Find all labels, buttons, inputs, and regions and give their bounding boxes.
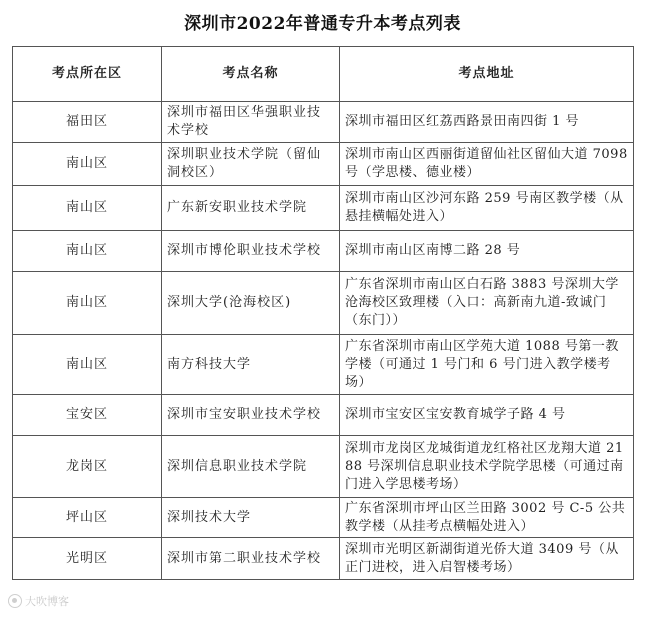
cell-address: 深圳市光明区新湖街道光侨大道 3409 号（从正门进校，进入启智楼考场） [340, 538, 634, 580]
cell-district: 福田区 [13, 102, 162, 143]
cell-site-name: 深圳市宝安职业技术学校 [162, 395, 340, 436]
weibo-logo-icon [8, 594, 22, 608]
cell-district: 南山区 [13, 272, 162, 335]
cell-site-name: 南方科技大学 [162, 335, 340, 395]
header-district: 考点所在区 [13, 47, 162, 102]
table-row [13, 436, 634, 498]
cell-address: 深圳市南山区西丽街道留仙社区留仙大道 7098 号（学思楼、德业楼） [340, 143, 634, 186]
cell-district: 龙岗区 [13, 436, 162, 498]
cell-address: 深圳市龙岗区龙城街道龙红格社区龙翔大道 2188 号深圳信息职业技术学院学思楼（可通过南门进入学思楼考场） [340, 436, 634, 498]
table-row [13, 498, 634, 538]
cell-address: 广东省深圳市坪山区兰田路 3002 号 C-5 公共教学楼（从挂考点横幅处进入） [340, 498, 634, 538]
header-address: 考点地址 [340, 47, 634, 102]
table-row [13, 272, 634, 335]
cell-site-name: 深圳市博伦职业技术学校 [162, 231, 340, 272]
page-title: 深圳市2022年普通专升本考点列表 [184, 14, 461, 34]
cell-address: 广东省深圳市南山区学苑大道 1088 号第一教学楼（可通过 1 号门和 6 号门进入教学楼考场） [340, 335, 634, 395]
exam-site-table [12, 46, 634, 580]
cell-district: 南山区 [13, 186, 162, 231]
header-site-name: 考点名称 [162, 47, 340, 102]
cell-address: 深圳市宝安区宝安教育城学子路 4 号 [340, 395, 634, 436]
cell-address: 深圳市南山区南博二路 28 号 [340, 231, 634, 272]
cell-site-name: 深圳市第二职业技术学校 [162, 538, 340, 580]
watermark [8, 593, 69, 609]
cell-district: 南山区 [13, 143, 162, 186]
table-row [13, 186, 634, 231]
table-header-row [13, 47, 634, 102]
table-row [13, 143, 634, 186]
cell-district: 南山区 [13, 335, 162, 395]
table-row [13, 231, 634, 272]
cell-district: 宝安区 [13, 395, 162, 436]
cell-district: 南山区 [13, 231, 162, 272]
cell-address: 深圳市南山区沙河东路 259 号南区教学楼（从悬挂横幅处进入） [340, 186, 634, 231]
table-row [13, 538, 634, 580]
cell-site-name: 深圳技术大学 [162, 498, 340, 538]
table-row [13, 395, 634, 436]
cell-site-name: 深圳市福田区华强职业技术学校 [162, 102, 340, 143]
cell-address: 广东省深圳市南山区白石路 3883 号深圳大学沧海校区致理楼（入口：高新南九道-致诚门（东门）） [340, 272, 634, 335]
cell-site-name: 深圳大学(沧海校区) [162, 272, 340, 335]
table-row [13, 102, 634, 143]
table-row [13, 335, 634, 395]
cell-address: 深圳市福田区红荔西路景田南四街 1 号 [340, 102, 634, 143]
cell-district: 坪山区 [13, 498, 162, 538]
cell-site-name: 深圳职业技术学院（留仙洞校区） [162, 143, 340, 186]
watermark-text: 大吹博客 [25, 595, 69, 608]
cell-district: 光明区 [13, 538, 162, 580]
cell-site-name: 广东新安职业技术学院 [162, 186, 340, 231]
cell-site-name: 深圳信息职业技术学院 [162, 436, 340, 498]
